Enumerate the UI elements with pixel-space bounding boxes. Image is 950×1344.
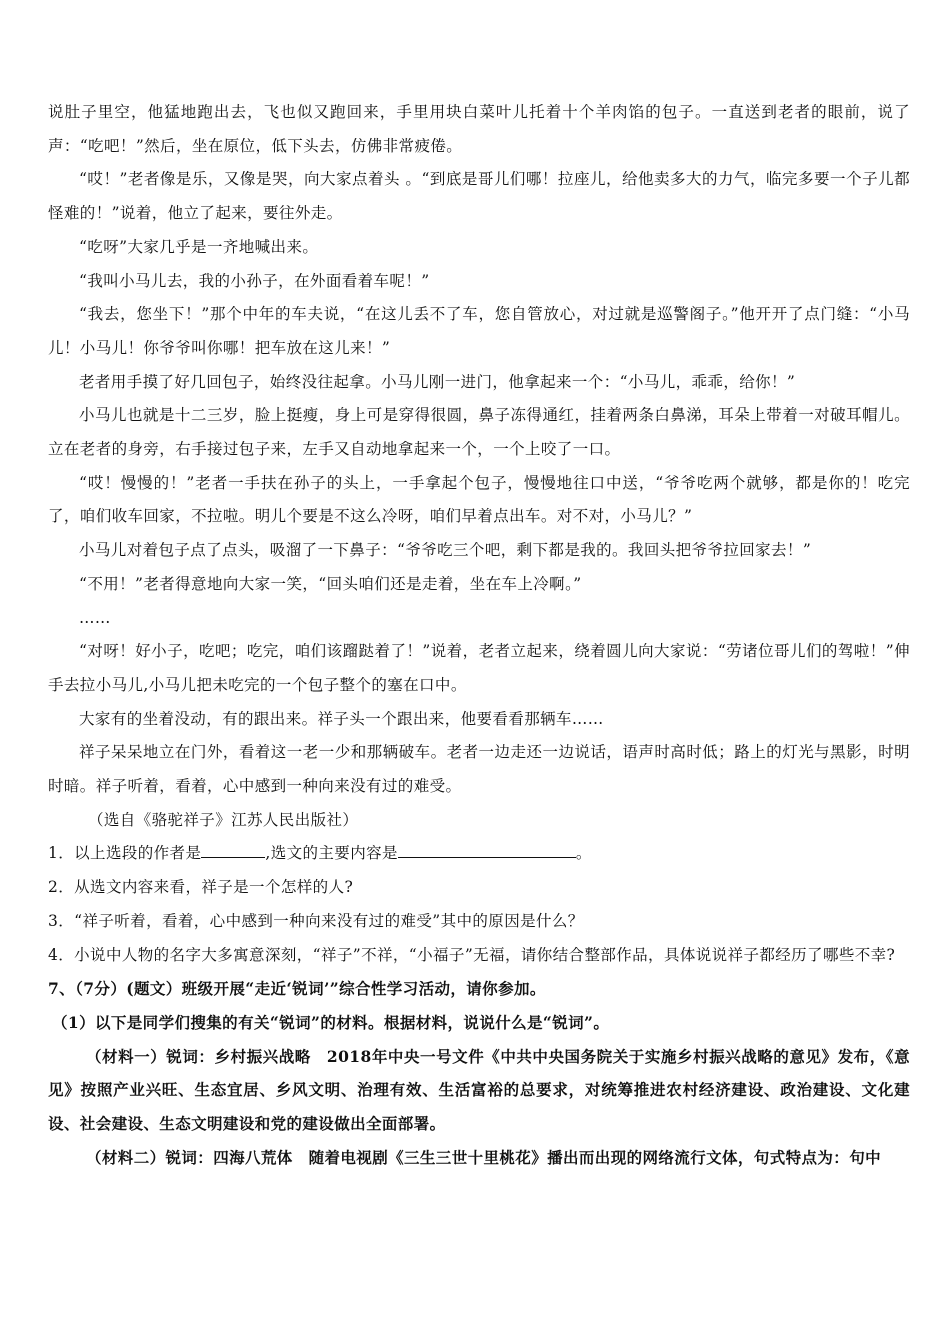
question-2: 2．从选文内容来看，祥子是一个怎样的人? [48, 878, 354, 897]
story-paragraph: 小马儿也就是十二三岁，脸上挺瘦，身上可是穿得很圆，鼻子冻得通红，挂着两条白鼻涕，耳朵上带着一对破耳帽儿。立在老者的身旁，右手接过包子来，左手又自动地拿起来一个，一个上咬了一口。 [48, 406, 910, 459]
story-paragraph: 说肚子里空，他猛地跑出去，飞也似又跑回来，手里用块白菜叶儿托着十个羊肉馅的包子。一直送到老者的眼前，说了声：“吃吧！”然后，坐在原位，低下头去，仿佛非常疲倦。 [48, 103, 910, 155]
story-paragraph: 大家有的坐着没动，有的跟出来。祥子头一个跟出来，他要看看那辆车…… [79, 709, 604, 728]
question-4: 4．小说中人物的名字大多寓意深刻，“祥子”不祥，“小福子”无福，请你结合整部作品，具体说说祥子都经历了哪些不幸? [48, 945, 896, 964]
story-paragraph: “不用！”老者得意地向大家一笑，“回头咱们还是走着，坐在车上冷啊。” [79, 574, 582, 593]
material-2: （材料二）锐词：四海八荒体 随着电视剧《三生三世十里桃花》播出而出现的网络流行文体，句式特点为：句中 [86, 1147, 882, 1167]
question-1-text-a: 1．以上选段的作者是 [48, 844, 202, 863]
story-paragraph: “哎！慢慢的！”老者一手扶在孙子的头上，一手拿起个包子，慢慢地往口中送，“爷爷吃两个就够，都是你的！吃完了，咱们收车回家，不拉啦。明儿个要是不这么冷呀，咱们早着点出车。对不对，小马儿？” [48, 473, 910, 526]
question-1-text-c: 。 [575, 844, 592, 863]
question-3: 3．“祥子听着，看着，心中感到一种向来没有过的难受”其中的原因是什么？ [48, 911, 584, 930]
answer-blank-content[interactable] [398, 843, 576, 858]
story-paragraph: “哎！”老者像是乐，又像是哭，向大家点着头 。“到底是哥儿们哪！拉座儿，给他卖多大的力气，临完多要一个子儿都怪难的！”说着，他立了起来，要往外走。 [48, 170, 910, 223]
story-paragraph: “对呀！好小子，吃吧；吃完，咱们该蹓跶着了！”说着，老者立起来，绕着圆儿向大家说：“劳诸位哥儿们的驾啦！”伸手去拉小马儿,小马儿把未吃完的一个包子整个的塞在口中。 [48, 642, 910, 694]
question-1-text-b: ,选文的主要内容是 [265, 844, 398, 863]
section-7-subquestion-1: （1）以下是同学们搜集的有关“锐词”的材料。根据材料，说说什么是“锐词”。 [52, 1012, 610, 1032]
material-1: （材料一）锐词：乡村振兴战略 2018年中央一号文件《中共中央国务院关于实施乡村振兴战略的意见》发布，《意见》按照产业兴旺、生态宜居、乡风文明、治理有效、生活富裕的总要求，对统筹推进农村经济建设、政治建设、文化建设、社会建设、生态文明建设和党的建设做出全面部署。 [48, 1046, 910, 1134]
story-paragraph: 老者用手摸了好几回包子，始终没往起拿。小马儿刚一进门，他拿起来一个：“小马儿，乖乖，给你！” [79, 372, 796, 391]
story-paragraph: “我去，您坐下！”那个中年的车夫说，“在这儿丢不了车，您自管放心，对过就是巡警阁子。”他开开了点门缝：“小马儿！小马儿！你爷爷叫你哪！把车放在这儿来！” [48, 305, 910, 357]
story-paragraph: “我叫小马儿去，我的小孙子，在外面看着车呢！” [79, 271, 430, 290]
section-7-heading: 7、（7分）(题文）班级开展“走近‘锐词’”综合性学习活动，请你参加。 [48, 979, 546, 999]
story-paragraph: 祥子呆呆地立在门外，看着这一老一少和那辆破车。老者一边走还一边说话，语声时高时低；路上的灯光与黑影，时明时暗。祥子听着，看着，心中感到一种向来没有过的难受。 [48, 743, 910, 796]
question-1 [48, 837, 910, 871]
story-paragraph: “吃呀”大家几乎是一齐地喊出来。 [79, 237, 319, 256]
answer-blank-author[interactable] [201, 843, 265, 858]
document-page [48, 96, 910, 1175]
source-citation: （选自《骆驼祥子》江苏人民出版社） [88, 810, 359, 829]
story-paragraph: 小马儿对着包子点了点头，吸溜了一下鼻子：“爷爷吃三个吧，剩下都是我的。我回头把爷爷拉回家去！” [79, 541, 812, 560]
ellipsis-paragraph: …… [79, 608, 111, 627]
